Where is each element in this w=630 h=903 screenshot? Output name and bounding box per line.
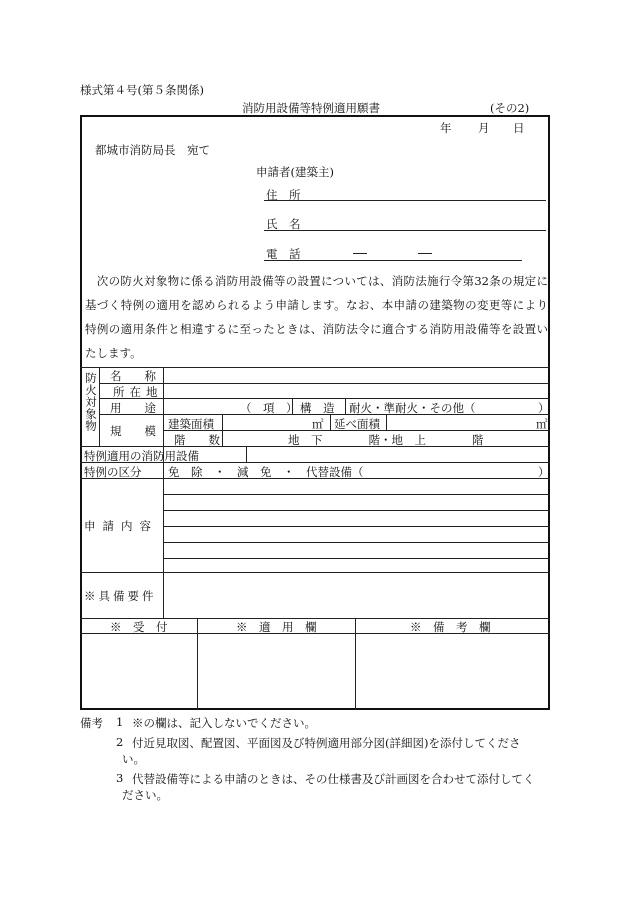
content-line — [163, 558, 550, 559]
applicable-label: ※ 適 用 欄 — [236, 620, 317, 634]
date-month: 月 — [478, 121, 490, 135]
building-area-unit: ㎡ — [312, 417, 324, 431]
scale-row-label: 規 模 — [110, 424, 156, 438]
phone-separator-2 — [418, 253, 432, 254]
application-content-label: 申請内容 — [84, 519, 158, 533]
date-day: 日 — [513, 121, 525, 135]
note-text: ※の欄は、記入しないでください。 — [132, 716, 316, 730]
name-field[interactable] — [264, 230, 546, 231]
row-line — [80, 572, 550, 573]
structure-close: ） — [538, 401, 550, 415]
col-line — [330, 414, 331, 430]
statement-line: 特例の適用条件と相違するに至ったときは、消防法令に適合する消防用設備等を設置い — [85, 322, 548, 336]
name-label: 氏 名 — [266, 217, 301, 231]
notes-title: 備考 — [80, 716, 103, 730]
col-line — [197, 618, 198, 710]
content-line — [163, 510, 550, 511]
phone-field[interactable] — [264, 260, 522, 261]
note-text-continued: い。 — [122, 752, 145, 766]
applicant-label: 申請者(建築主) — [256, 165, 334, 179]
col-line — [99, 367, 100, 446]
row-line — [99, 383, 550, 384]
col-line — [163, 367, 164, 618]
phone-label: 電 話 — [266, 247, 301, 261]
date-year: 年 — [440, 121, 452, 135]
content-line — [163, 494, 550, 495]
address-label: 住 所 — [266, 188, 301, 202]
remarks-column-label: ※ 備 考 欄 — [410, 620, 491, 634]
category-label: 特例の区分 — [84, 465, 142, 479]
use-item-field: （ 項 ） — [240, 401, 298, 415]
sheet-number: (その2) — [490, 101, 530, 115]
statement-line: 次の防火対象物に係る消防用設備等の設置については、消防法施行令第32条の規定に — [85, 274, 548, 288]
row-line — [99, 398, 550, 399]
building-area-label: 建築面積 — [168, 417, 214, 431]
col-line — [246, 446, 247, 462]
phone-separator-1 — [353, 253, 367, 254]
structure-options: 耐火・準耐火・その他（ — [349, 401, 476, 415]
requirements-label: ※具備要件 — [84, 589, 157, 603]
statement-paragraph — [85, 269, 548, 365]
category-options: 免 除 ・ 減 免 ・ 代替設備（ — [168, 465, 364, 479]
note-number: 3 — [116, 771, 124, 785]
note-number: 2 — [116, 735, 124, 749]
structure-label: 構 造 — [300, 401, 335, 415]
statement-line: 基づく特例の適用を認められるよう申請します。なお、本申請の建築物の変更等により — [85, 298, 548, 312]
fire-prevention-object-label: 防火対象物 — [85, 371, 97, 433]
floors-value: 地 下 階・地 上 階 — [288, 433, 484, 447]
note-text-continued: ださい。 — [122, 788, 168, 802]
note-text: 代替設備等による申請のときは、その仕様書及び計画図を合わせて添付してく — [132, 772, 535, 786]
note-number: 1 — [116, 715, 124, 729]
floor-area-label: 延べ面積 — [334, 417, 380, 431]
col-line — [386, 414, 387, 430]
reception-label: ※ 受 付 — [110, 620, 168, 634]
location-row-label: 所在地 — [113, 385, 163, 399]
note-text: 付近見取図、配置図、平面図及び特例適用部分図(詳細図)を添付してくださ — [132, 736, 521, 750]
addressee: 都城市消防局長 宛て — [95, 143, 210, 157]
floor-area-unit: ㎡ — [536, 417, 548, 431]
statement-line: たします。 — [85, 346, 142, 360]
form-number: 様式第４号(第５条関係) — [80, 83, 204, 97]
content-line — [163, 542, 550, 543]
address-field[interactable] — [264, 200, 546, 201]
special-equipment-label: 特例適用の消防用設備 — [84, 449, 199, 463]
content-line — [163, 526, 550, 527]
col-line — [355, 618, 356, 710]
col-line — [222, 414, 223, 446]
col-line — [345, 398, 346, 414]
floors-label: 階 数 — [174, 433, 220, 447]
category-close: ） — [538, 465, 550, 479]
name-row-label: 名 称 — [110, 369, 156, 383]
use-row-label: 用 途 — [110, 401, 156, 415]
form-title: 消防用設備等特例適用願書 — [242, 101, 380, 115]
